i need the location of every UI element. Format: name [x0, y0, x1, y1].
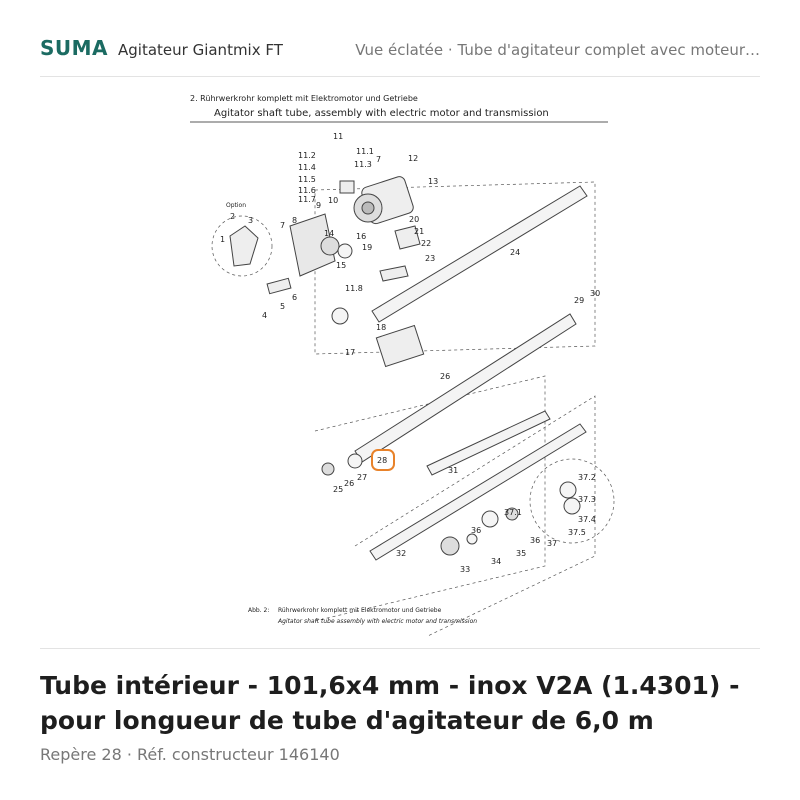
- part-label: 31: [448, 466, 459, 475]
- part-label: 37.1: [504, 508, 522, 517]
- part-label: 8: [292, 216, 298, 225]
- part-label: 5: [280, 302, 286, 311]
- part-label: 11.4: [298, 163, 316, 172]
- part-label: 11.8: [345, 284, 363, 293]
- part-label: 37.2: [578, 473, 596, 482]
- part-label: 37: [547, 539, 558, 548]
- part-label: 35: [516, 549, 527, 558]
- part-label: 23: [425, 254, 436, 263]
- part-label: 22: [421, 239, 432, 248]
- caption-en: Agitator shaft tube assembly with electric motor and transmission: [278, 618, 478, 625]
- part-label: 26: [440, 372, 451, 381]
- part-label: 30: [590, 289, 601, 298]
- part-label: 18: [376, 323, 387, 332]
- option-label: Option: [226, 202, 247, 209]
- part-label: 26: [344, 479, 355, 488]
- part-label: 25: [333, 485, 344, 494]
- header: [0, 0, 800, 76]
- part-label: 37.4: [578, 515, 596, 524]
- part-label: 27: [357, 473, 368, 482]
- part-label: 11.7: [298, 195, 316, 204]
- part-label: 13: [428, 177, 439, 186]
- content-divider: [40, 648, 760, 649]
- part-label: 3: [248, 216, 254, 225]
- part-label: 16: [356, 232, 367, 241]
- part-label: 4: [262, 311, 268, 320]
- part-label: 2: [230, 212, 236, 221]
- part-label: 1: [220, 235, 226, 244]
- part-label: 11.2: [298, 151, 316, 160]
- part-label: 24: [510, 248, 521, 257]
- part-label: 7: [280, 221, 286, 230]
- part-label: 20: [409, 215, 420, 224]
- brand-logo[interactable]: SUMA: [40, 36, 109, 60]
- part-label: 10: [328, 196, 339, 205]
- tubes: [355, 186, 587, 560]
- diagram-heading-en: Agitator shaft tube, assembly with electric motor and transmission: [214, 108, 549, 119]
- part-label: 11: [333, 132, 344, 141]
- part-label: 15: [336, 261, 347, 270]
- electric-motor: [340, 175, 415, 225]
- part-label: 36: [530, 536, 541, 545]
- part-label: 11.1: [356, 147, 374, 156]
- hotspot-label: 28: [377, 456, 388, 465]
- part-label: 21: [414, 227, 425, 236]
- part-label: 11.3: [354, 160, 372, 169]
- part-label: 34: [491, 557, 502, 566]
- part-label: 36: [471, 526, 482, 535]
- part-label: 6: [292, 293, 298, 302]
- breadcrumb[interactable]: Vue éclatée · Tube d'agitateur complet avec moteur…: [355, 41, 760, 59]
- exploded-view-svg: [150, 86, 660, 636]
- part-label: 37.3: [578, 495, 596, 504]
- part-label: 32: [396, 549, 407, 558]
- part-reference: Repère 28 · Réf. constructeur 146140: [40, 745, 340, 764]
- part-title: Tube intérieur - 101,6x4 mm - inox V2A (1.4301) - pour longueur de tube d'agitateur de 6,0 m: [40, 671, 740, 735]
- part-label: 9: [316, 201, 322, 210]
- part-label: 17: [345, 348, 356, 357]
- part-label: 29: [574, 296, 585, 305]
- caption-number: Abb. 2:: [248, 607, 270, 614]
- diagram-heading-de: 2. Rührwerkrohr komplett mit Elektromotor und Getriebe: [190, 94, 418, 103]
- brackets: [230, 226, 580, 555]
- model-name: Agitateur Giantmix FT: [118, 41, 283, 59]
- part-label: 19: [362, 243, 373, 252]
- part-label: 14: [324, 229, 335, 238]
- part-label: 37.5: [568, 528, 586, 537]
- part-label: 33: [460, 565, 471, 574]
- part-label: 7: [376, 155, 382, 164]
- header-divider: [40, 76, 760, 77]
- part-label: 11.6: [298, 186, 316, 195]
- assembly-outlines: [212, 182, 614, 636]
- part-label: 11.5: [298, 175, 316, 184]
- caption-de: Rührwerkrohr komplett mit Elektromotor und Getriebe: [278, 607, 442, 614]
- part-label: 12: [408, 154, 419, 163]
- exploded-view-diagram: [150, 86, 660, 636]
